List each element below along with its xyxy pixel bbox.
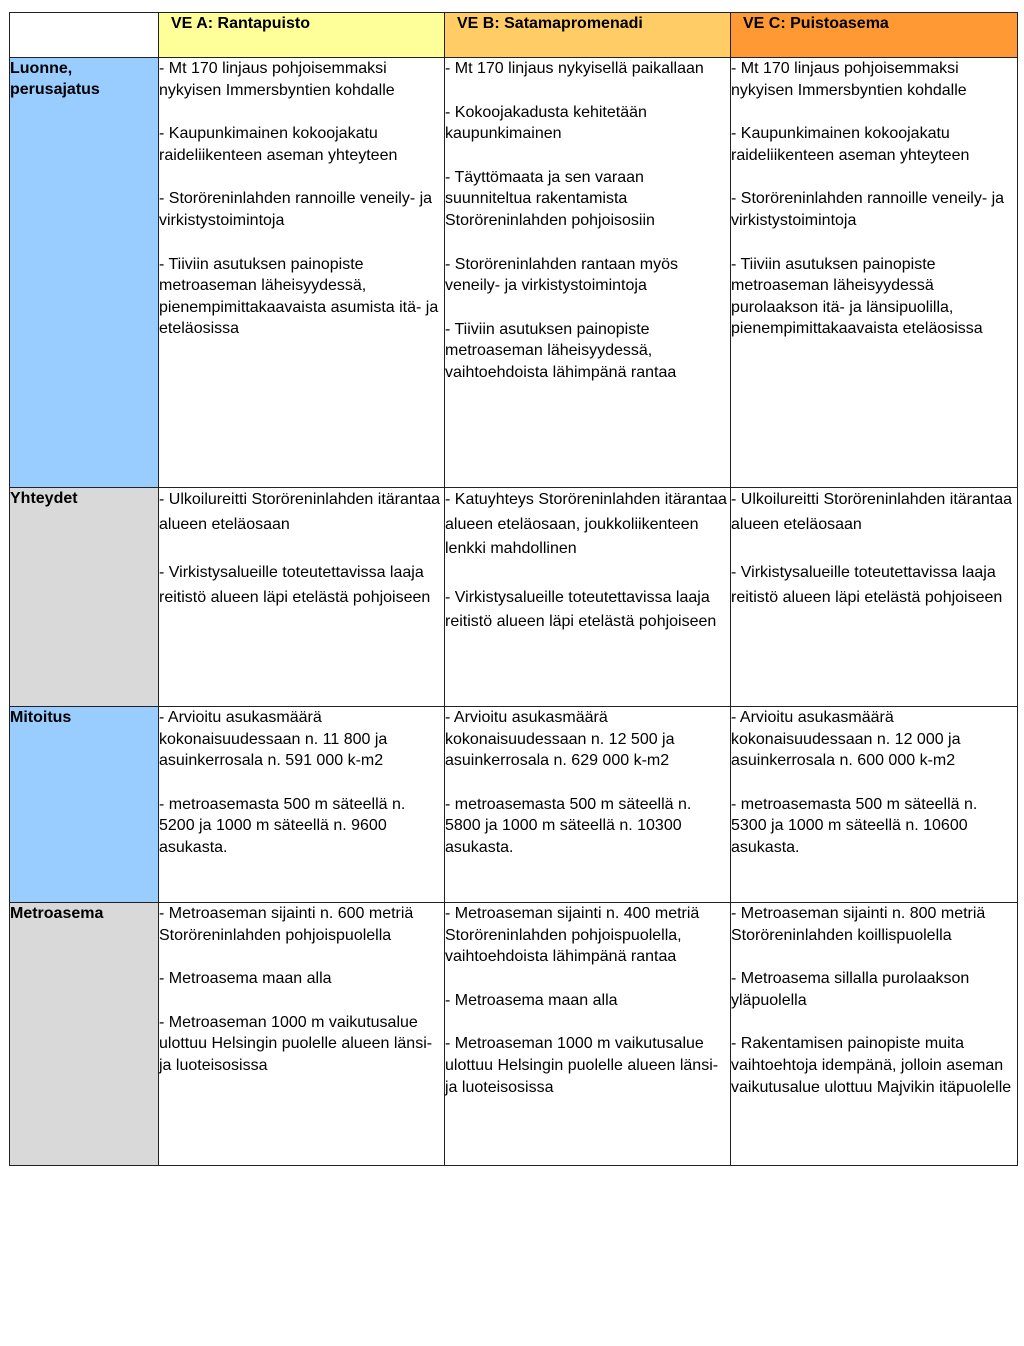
cell-item: - Virkistysalueille toteutettavissa laaja reitistö alueen läpi etelästä pohjoiseen (159, 564, 431, 606)
cell-mitoitus-b (445, 707, 731, 903)
header-ve-b: VE B: Satamapromenadi (445, 13, 731, 58)
cell-item: - Täyttömaata ja sen varaan suunniteltua rakentamista Storöreninlahden pohjoisosiin (445, 168, 655, 229)
header-ve-a: VE A: Rantapuisto (159, 13, 445, 58)
cell-item: - Ulkoilureitti Storöreninlahden itärantaa alueen eteläosaan (731, 491, 1013, 533)
cell-item: - Mt 170 linjaus pohjoisemmaksi nykyisen Immersbyntien kohdalle (159, 60, 395, 99)
cell-item: - Virkistysalueille toteutettavissa laaja reitistö alueen läpi etelästä pohjoiseen (445, 588, 717, 630)
table-row (10, 488, 1018, 707)
cell-item: - Storöreninlahden rannoille veneily- ja virkistystoimintoja (731, 190, 1005, 229)
cell-mitoitus-a (159, 707, 445, 903)
table-row (10, 903, 1018, 1166)
cell-item: - Arvioitu asukasmäärä kokonaisuudessaan n. 12 000 ja asuinkerrosala n. 600 000 k-m2 (731, 709, 961, 770)
cell-item: - Kaupunkimainen kokoojakatu raideliikenteen aseman yhteyteen (159, 125, 398, 164)
row-label-metroasema: Metroasema (10, 903, 159, 1166)
cell-item: - Metroaseman 1000 m vaikutusalue ulottuu Helsingin puolelle alueen länsi- ja luoteisosissa (445, 1035, 719, 1096)
header-row (10, 13, 1018, 58)
cell-item: - Storöreninlahden rantaan myös veneily- ja virkistystoimintoja (445, 255, 679, 295)
cell-item: - Metroaseman sijainti n. 600 metriä Storöreninlahden pohjoispuolella (159, 905, 414, 944)
cell-item: - Arvioitu asukasmäärä kokonaisuudessaan n. 11 800 ja asuinkerrosala n. 591 000 k-m2 (159, 709, 388, 770)
cell-item: - Rakentamisen painopiste muita vaihtoehtoja idempänä, jolloin aseman vaikutusalue ulottuu Majvikin itäpuolelle (731, 1035, 1012, 1096)
cell-item: - Katuyhteys Storöreninlahden itärantaa alueen eteläosaan, joukkoliikenteen lenkki mahdollinen (445, 491, 727, 557)
header-ve-c: VE C: Puistoasema (731, 13, 1018, 58)
cell-luonne-a (159, 58, 445, 488)
cell-item: - Tiiviin asutuksen painopiste metroaseman läheisyydessä purolaakson itä- ja länsipuolilla, pienempimittakaavaista eteläosissa (731, 255, 983, 338)
cell-item: - Mt 170 linjaus nykyisellä paikallaan (445, 60, 704, 77)
cell-metroasema-a (159, 903, 445, 1166)
cell-item: - Tiiviin asutuksen painopiste metroaseman läheisyydessä, vaihtoehdoista lähimpänä rantaa (445, 320, 677, 381)
cell-item: - Metroaseman sijainti n. 800 metriä Storöreninlahden koillispuolella (731, 905, 986, 944)
cell-item: - metroasemasta 500 m säteellä n. 5300 ja 1000 m säteellä n. 10600 asukasta. (731, 795, 978, 856)
cell-item: - Metroaseman 1000 m vaikutusalue ulottuu Helsingin puolelle alueen länsi- ja luoteisosissa (159, 1013, 433, 1074)
comparison-table (9, 12, 1018, 1166)
cell-yhteydet-a (159, 488, 445, 707)
cell-item: - Storöreninlahden rannoille veneily- ja virkistystoimintoja (159, 190, 433, 229)
row-label-luonne: Luonne, perusajatus (10, 58, 159, 488)
cell-yhteydet-c (731, 488, 1018, 707)
cell-item: - Kokoojakadusta kehitetään kaupunkimainen (445, 103, 647, 143)
cell-item: - Arvioitu asukasmäärä kokonaisuudessaan n. 12 500 ja asuinkerrosala n. 629 000 k-m2 (445, 709, 675, 770)
cell-item: - Metroasema maan alla (159, 970, 332, 988)
cell-luonne-b (445, 58, 731, 488)
table-row (10, 58, 1018, 488)
cell-mitoitus-c (731, 707, 1018, 903)
cell-luonne-c (731, 58, 1018, 488)
cell-metroasema-b (445, 903, 731, 1166)
cell-item: - Virkistysalueille toteutettavissa laaja reitistö alueen läpi etelästä pohjoiseen (731, 564, 1003, 606)
cell-yhteydet-b (445, 488, 731, 707)
cell-item: - Tiiviin asutuksen painopiste metroaseman läheisyydessä, pienempimittakaavaista asumista itä- ja eteläosissa (159, 255, 439, 338)
cell-item: - metroasemasta 500 m säteellä n. 5800 ja 1000 m säteellä n. 10300 asukasta. (445, 795, 692, 856)
cell-item: - Metroasema sillalla purolaakson yläpuolella (731, 970, 970, 1009)
cell-item: - Mt 170 linjaus pohjoisemmaksi nykyisen Immersbyntien kohdalle (731, 60, 967, 99)
cell-item: - Kaupunkimainen kokoojakatu raideliikenteen aseman yhteyteen (731, 125, 970, 164)
cell-item: - metroasemasta 500 m säteellä n. 5200 ja 1000 m säteellä n. 9600 asukasta. (159, 795, 406, 856)
cell-item: - Metroaseman sijainti n. 400 metriä Storöreninlahden pohjoispuolella, vaihtoehdoista lähimpänä rantaa (445, 905, 700, 966)
cell-item: - Metroasema maan alla (445, 991, 618, 1009)
cell-item: - Ulkoilureitti Storöreninlahden itärantaa alueen eteläosaan (159, 491, 441, 533)
row-label-yhteydet: Yhteydet (10, 488, 159, 707)
cell-metroasema-c (731, 903, 1018, 1166)
row-label-mitoitus: Mitoitus (10, 707, 159, 903)
header-corner (10, 13, 159, 58)
table-row (10, 707, 1018, 903)
